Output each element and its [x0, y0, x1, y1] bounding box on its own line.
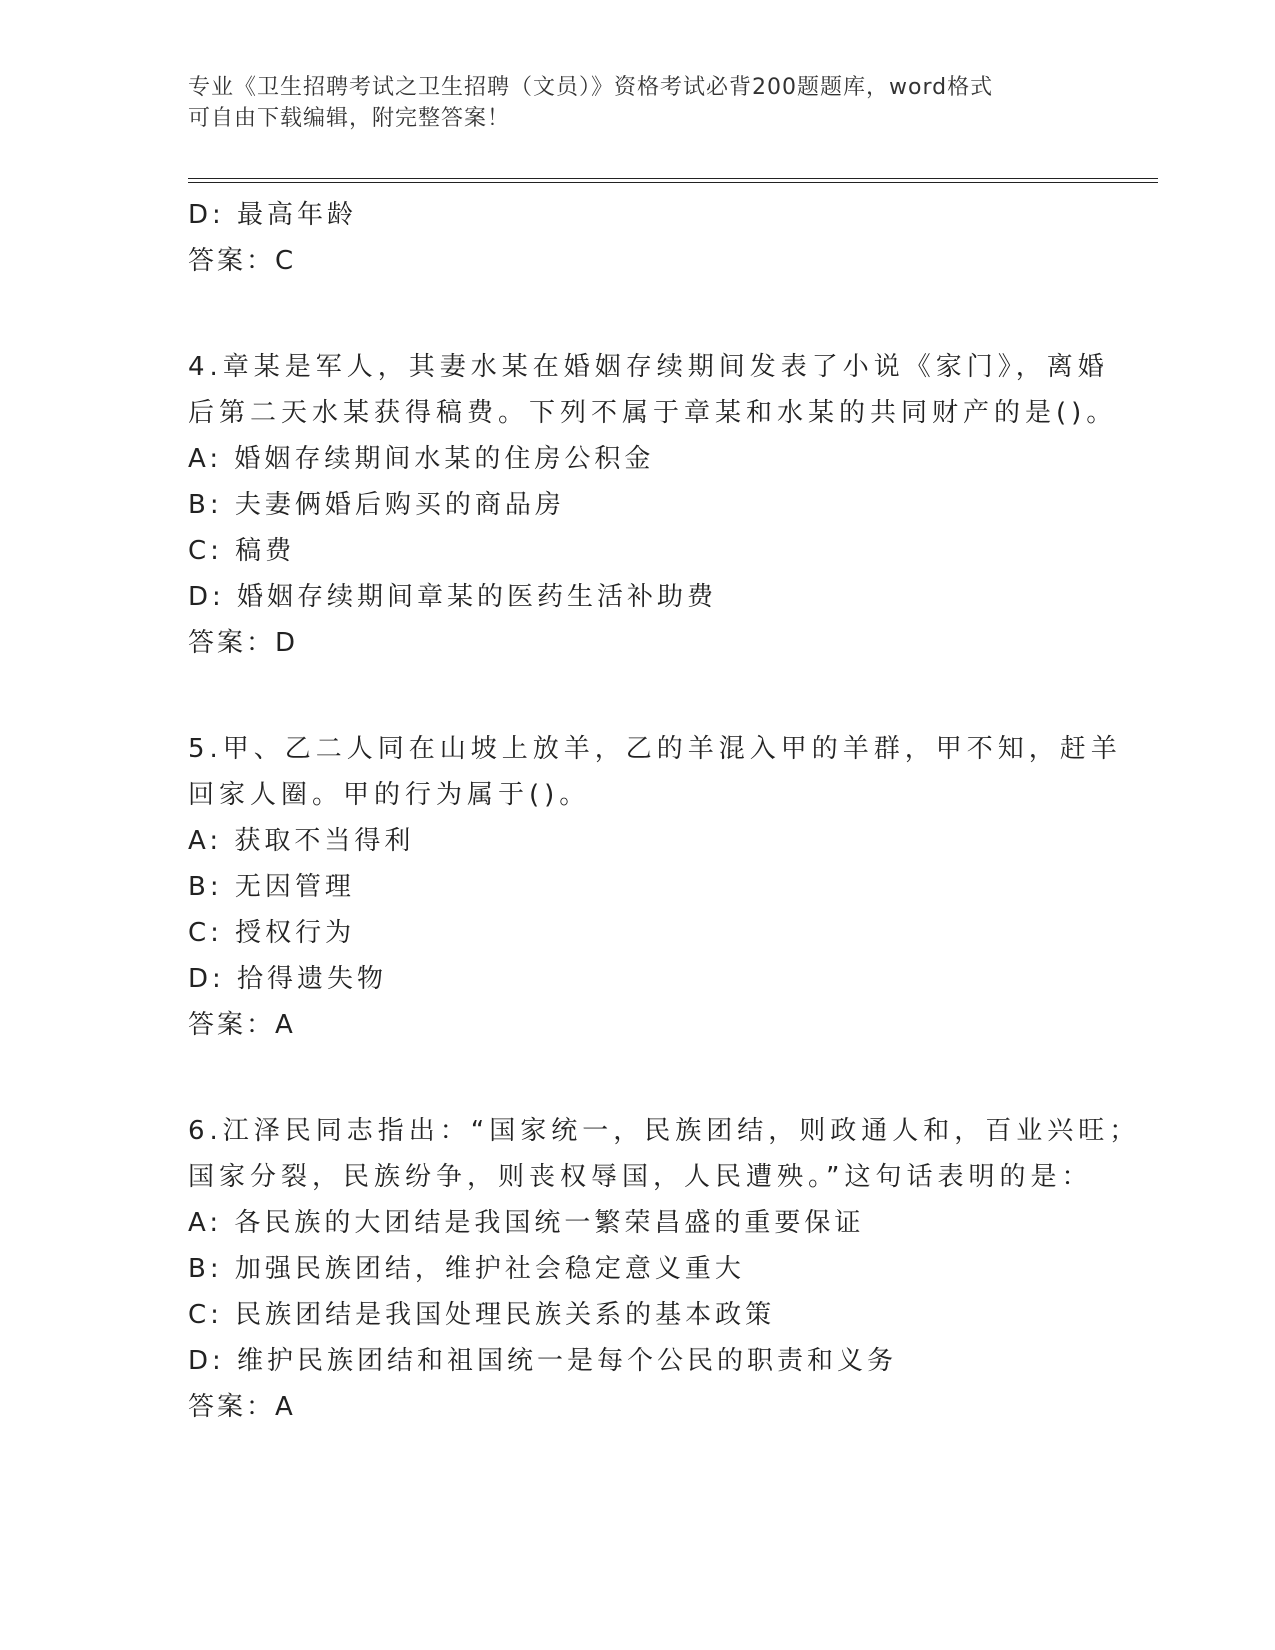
question-spacer [188, 284, 1088, 344]
question-stem-line: 4.章某是军人，其妻水某在婚姻存续期间发表了小说《家门》，离婚 [188, 352, 1109, 382]
question-content [188, 192, 1141, 1430]
question-stem-line: 后第二天水某获得稿费。下列不属于章某和水某的共同财产的是()。 [188, 398, 1118, 428]
option-d: D: 拾得遗失物 [188, 964, 388, 994]
option-b: B: 加强民族团结，维护社会稳定意义重大 [188, 1254, 745, 1284]
option-c: C: 民族团结是我国处理民族关系的基本政策 [188, 1300, 776, 1330]
answer-line: 答案：C [188, 246, 297, 276]
document-header [188, 72, 1088, 134]
answer-line: 答案：A [188, 1010, 296, 1040]
option-b: B: 夫妻俩婚后购买的商品房 [188, 490, 565, 520]
header-line-2: 可自由下载编辑，附完整答案！ [188, 106, 511, 131]
question-stem-line: 国家分裂，民族纷争，则丧权辱国，人民遭殃。”这句话表明的是： [188, 1162, 1093, 1192]
header-divider-top [188, 178, 1158, 179]
question-5 [188, 726, 1122, 1048]
question-stem-line: 5.甲、乙二人同在山坡上放羊，乙的羊混入甲的羊群，甲不知，赶羊 [188, 734, 1122, 764]
answer-line: 答案：D [188, 628, 299, 658]
question-4 [188, 344, 1118, 666]
option-d: D: 婚姻存续期间章某的医药生活补助费 [188, 582, 718, 612]
header-line-1: 专业《卫生招聘考试之卫生招聘（文员）》资格考试必背200题题库，word格式 [188, 75, 994, 100]
option-b: B: 无因管理 [188, 872, 355, 902]
option-d: D: 维护民族团结和祖国统一是每个公民的职责和义务 [188, 1346, 898, 1376]
option-a: A: 婚姻存续期间水某的住房公积金 [188, 444, 655, 474]
option-d: D: 最高年龄 [188, 200, 358, 230]
question-stem-line: 回家人圈。甲的行为属于()。 [188, 780, 591, 810]
option-c: C: 授权行为 [188, 918, 356, 948]
previous-question-tail [188, 192, 1088, 284]
option-a: A: 获取不当得利 [188, 826, 415, 856]
option-c: C: 稿费 [188, 536, 296, 566]
answer-line: 答案：A [188, 1392, 296, 1422]
header-divider-bottom [188, 182, 1158, 183]
question-spacer [188, 666, 1088, 726]
option-a: A: 各民族的大团结是我国统一繁荣昌盛的重要保证 [188, 1208, 865, 1238]
question-6 [188, 1108, 1141, 1430]
question-stem-line: 6.江泽民同志指出：“国家统一，民族团结，则政通人和，百业兴旺； [188, 1116, 1141, 1146]
question-spacer [188, 1048, 1088, 1108]
